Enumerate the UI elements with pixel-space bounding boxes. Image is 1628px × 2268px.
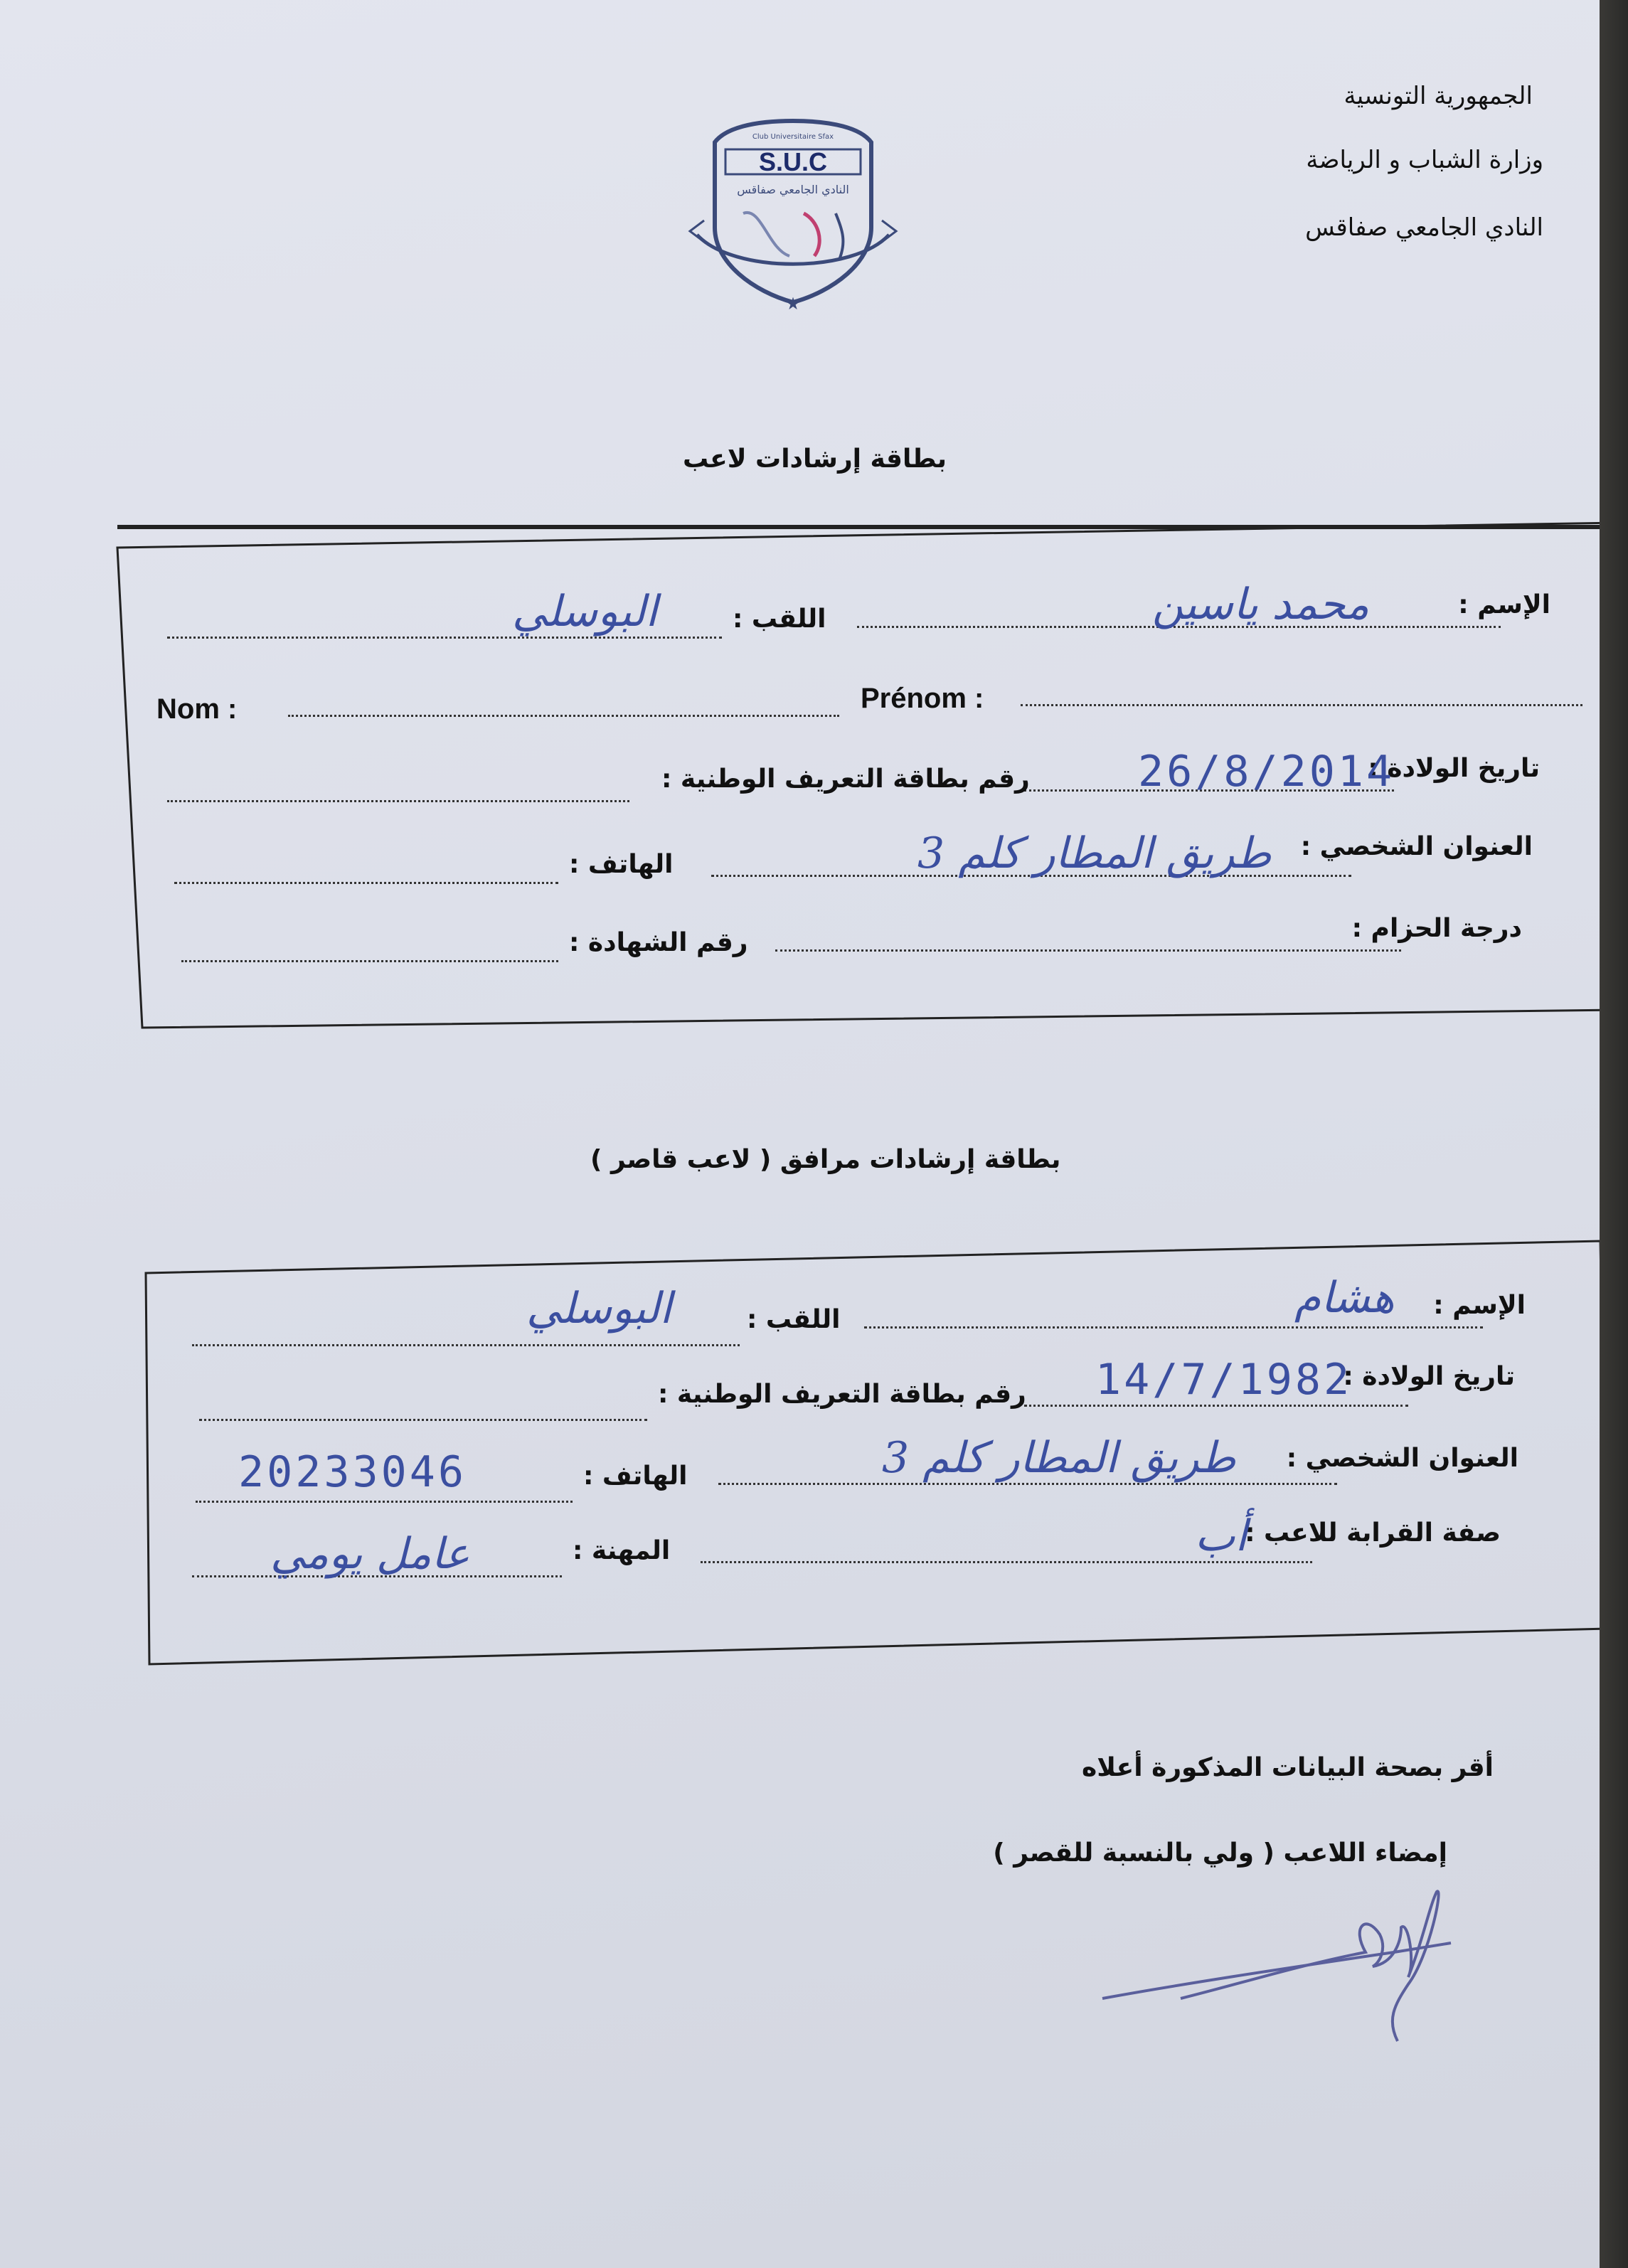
job-label: المهنة : (573, 1536, 671, 1565)
club-logo (683, 107, 903, 313)
signature (1095, 1878, 1479, 2062)
logo-text: S.U.C (758, 147, 828, 176)
player-birth-label: تاريخ الولادة : (1368, 754, 1540, 783)
guardian-phone-label: الهاتف : (583, 1462, 688, 1491)
logo-arabic-text: النادي الجامعي صفاقس (737, 183, 849, 196)
player-address-label: العنوان الشخصي : (1300, 832, 1533, 861)
player-section-title: بطاقة إرشادات لاعب (683, 444, 947, 474)
job-value: عامل يومي (270, 1529, 470, 1579)
svg-text:★: ★ (785, 294, 801, 313)
guardian-birth-value: 14/7/1982 (1095, 1355, 1353, 1405)
guardian-last-name-value: البوسلي (526, 1284, 672, 1333)
prenom-label: Prénom : (861, 683, 984, 714)
guardian-id-label: رقم بطاقة التعريف الوطنية : (658, 1380, 1026, 1409)
logo-top-text: Club Universitaire Sfax (752, 133, 834, 141)
player-last-name-value: البوسلي (512, 587, 658, 637)
guardian-address-label: العنوان الشخصي : (1286, 1444, 1518, 1473)
guardian-address-value: طريق المطار كلم 3 (882, 1433, 1236, 1483)
relation-value: أب (1195, 1511, 1247, 1561)
guardian-first-name-value: هشام (1294, 1273, 1395, 1323)
player-first-name-label: الإسم : (1458, 590, 1550, 619)
certificate-label: رقم الشهادة : (569, 928, 748, 957)
player-id-label: رقم بطاقة التعريف الوطنية : (661, 765, 1030, 794)
guardian-first-name-label: الإسم : (1433, 1291, 1526, 1320)
player-last-name-label: اللقب : (733, 605, 826, 634)
guardian-birth-label: تاريخ الولادة : (1343, 1362, 1515, 1391)
guardian-section-title: بطاقة إرشادات مرافق ( لاعب قاصر ) (590, 1145, 1061, 1174)
belt-label: درجة الحزام : (1351, 914, 1522, 943)
guardian-last-name-label: اللقب : (747, 1305, 841, 1334)
guardian-phone-value: 20233046 (238, 1447, 467, 1497)
player-first-name-value: محمد ياسين (1152, 580, 1370, 629)
nom-label: Nom : (156, 693, 238, 725)
player-birth-value: 26/8/2014 (1138, 747, 1395, 797)
header-club: النادي الجامعي صفاقس (1305, 213, 1543, 242)
background-edge (1600, 0, 1628, 2268)
player-address-value: طريق المطار كلم 3 (917, 829, 1272, 878)
declaration-statement: أقر بصحة البيانات المذكورة أعلاه (1082, 1753, 1494, 1782)
header-ministry: وزارة الشباب و الرياضة (1306, 146, 1543, 174)
relation-label: صفة القرابة للاعب : (1245, 1518, 1501, 1548)
header-country: الجمهورية التونسية (1344, 82, 1533, 110)
signature-label: إمضاء اللاعب ( ولي بالنسبة للقصر ) (993, 1838, 1447, 1868)
player-phone-label: الهاتف : (569, 850, 674, 879)
